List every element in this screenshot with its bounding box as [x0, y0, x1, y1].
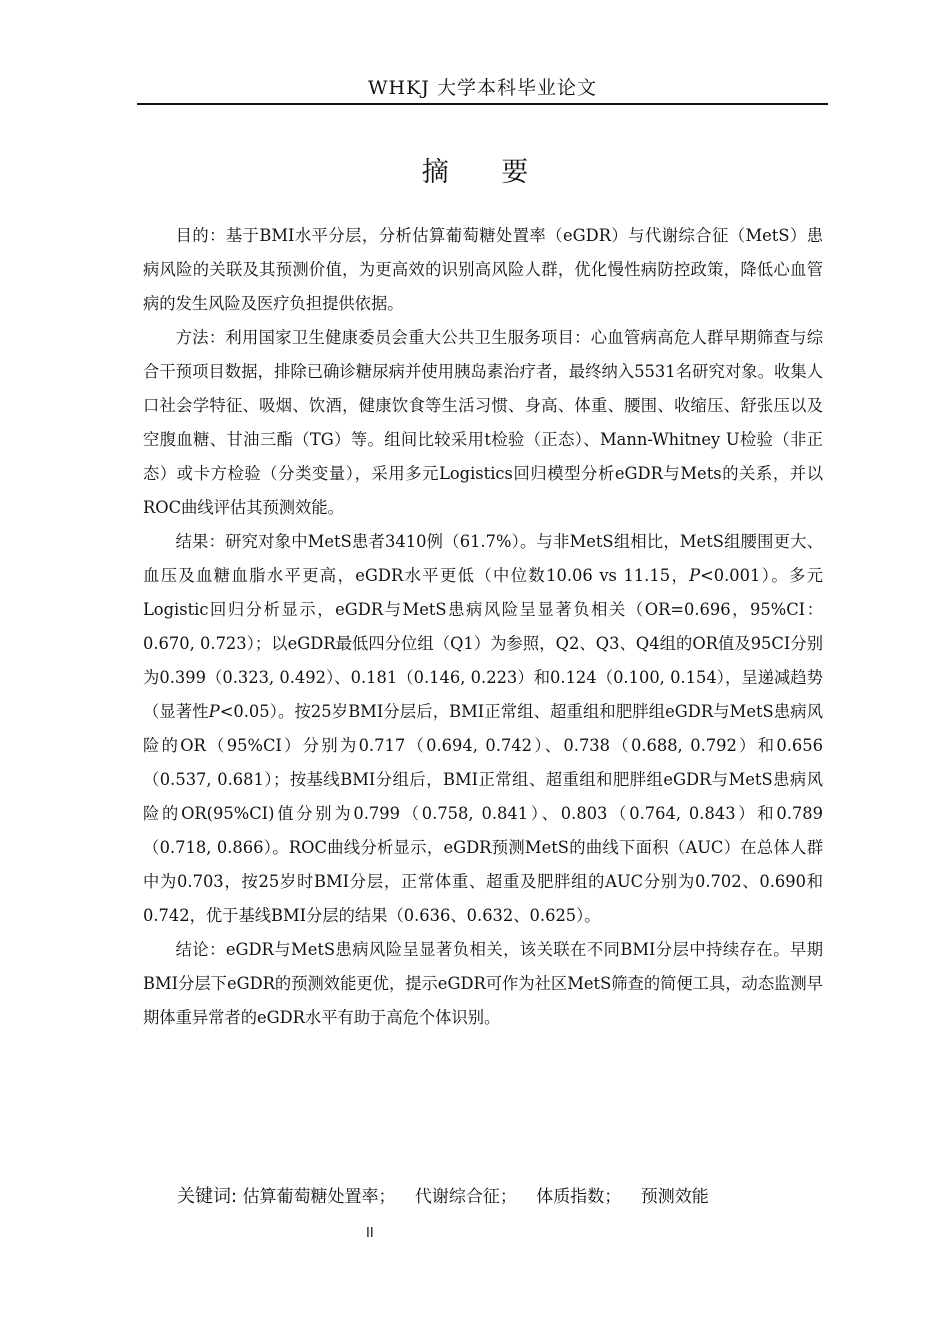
methods-text: ：利用国家卫生健康委员会重大公共卫生服务项目：心血管病高危人群早期筛查与综合干预项目数据，排除已确诊糖尿病并使用胰岛素治疗者，最终纳入5531名研究对象。收集人口社会学特征、吸烟、饮酒，健康饮食等生活习惯、身高、体重、腰围、收缩压、舒张压以及空腹血糖、甘油三酯（TG）等。组间比较采用t检验（正态）、Mann-Whitney U检验（非正态）或卡方检验（分类变量），采用多元Logistics回归模型分析eGDR与Mets的关系，并以ROC曲线评估其预测效能。: [143, 328, 823, 517]
methods-label: 方法: [175, 328, 209, 347]
results-paragraph: [143, 525, 823, 933]
conclusion-paragraph: [143, 933, 823, 1035]
page-number: II: [366, 1226, 374, 1241]
running-header: [137, 76, 828, 105]
objective-paragraph: [143, 219, 823, 321]
results-text-1: ：研究对象中MetS患者3410例（61.7%）。与非MetS组相比，MetS组腰围更大、血压及血糖血脂水平更高，eGDR水平更低（中位数10.06 vs 11.15，: [143, 532, 823, 585]
results-text-3: <0.05）。按25岁BMI分层后，BMI正常组、超重组和肥胖组eGDR与MetS患病风险的OR（95%CI）分别为0.717（0.694, 0.742）、0.738（0.688, 0.792）和0.656（0.537, 0.681）；按基线BMI分组后，BMI正常组、超重组和肥胖组eGDR与MetS患病风险的OR(95%CI)值分别为0.799（0.758, 0.841）、0.803（0.764, 0.843）和0.789（0.718, 0.866）。ROC曲线分析显示，eGDR预测MetS的曲线下面积（AUC）在总体人群中为0.703，按25岁时BMI分层，正常体重、超重及肥胖组的AUC分别为0.702、0.690和0.742，优于基线BMI分层的结果（0.636、0.632、0.625）。: [143, 702, 823, 925]
keywords-line: [177, 1183, 723, 1211]
keywords-label: 关键词:: [177, 1186, 238, 1207]
objective-label: 目的: [175, 226, 210, 245]
keyword-item: 预测效能: [640, 1187, 709, 1207]
results-label: 结果: [175, 532, 209, 551]
keyword-item: 体质指数；: [536, 1187, 622, 1207]
page-title: 摘 要: [421, 157, 551, 188]
conclusion-label: 结论: [175, 940, 210, 959]
p-value-symbol-1: P: [689, 566, 701, 585]
p-value-symbol-2: P: [208, 702, 220, 721]
header-text: WHKJ 大学本科毕业论文: [368, 77, 597, 99]
results-text-2: <0.001）。多元Logistic回归分析显示，eGDR与MetS患病风险呈显著负相关（OR=0.696，95%CI：0.670, 0.723）；以eGDR最低四分位组（Q1）为参照，Q2、Q3、Q4组的OR值及95CI分别为0.399（0.323, 0.492）、0.181（0.146, 0.223）和0.124（0.100, 0.154），呈递减趋势（显著性: [143, 566, 823, 721]
objective-text: ：基于BMI水平分层，分析估算葡萄糖处置率（eGDR）与代谢综合征（MetS）患病风险的关联及其预测价值，为更高效的识别高风险人群，优化慢性病防控政策，降低心血管病的发生风险及医疗负担提供依据。: [143, 226, 823, 313]
keyword-item: 代谢综合征；: [414, 1187, 517, 1207]
conclusion-text: ：eGDR与MetS患病风险呈显著负相关，该关联在不同BMI分层中持续存在。早期BMI分层下eGDR的预测效能更优，提示eGDR可作为社区MetS筛查的简便工具，动态监测早期体重异常者的eGDR水平有助于高危个体识别。: [143, 940, 823, 1027]
keyword-item: 估算葡萄糖处置率；: [242, 1187, 396, 1207]
methods-paragraph: [143, 321, 823, 525]
abstract-body: [143, 219, 823, 1035]
